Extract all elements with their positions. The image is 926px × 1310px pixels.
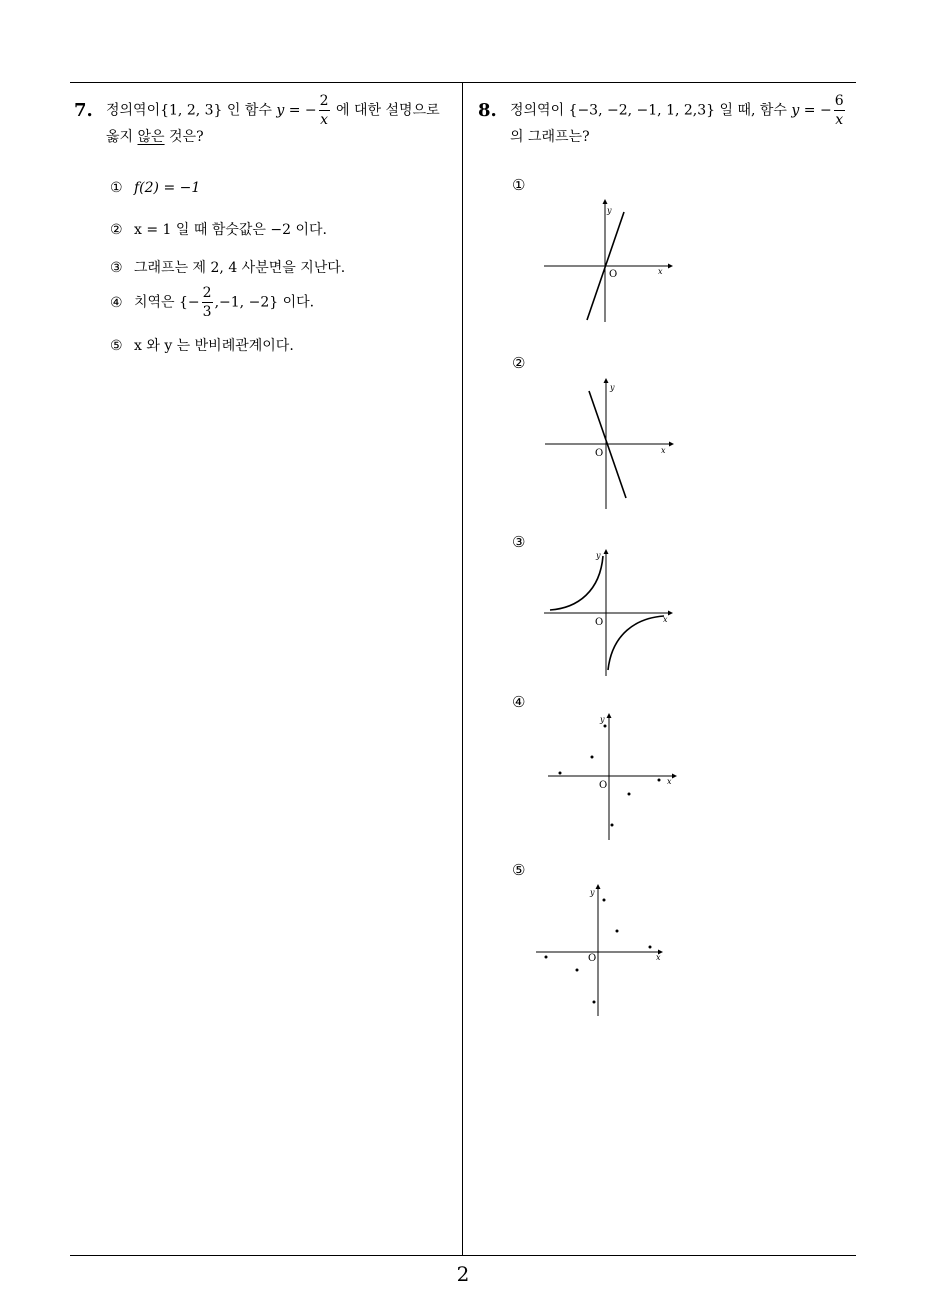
y-axis-arrow (604, 549, 609, 554)
q7-func-lhs: y = − (276, 102, 317, 119)
q7-option-2-text: x = 1 일 때 함숫값은 −2 이다. (134, 222, 327, 238)
x-axis-arrow (668, 611, 673, 616)
y-axis-arrow (607, 713, 612, 718)
q7-fraction (319, 94, 330, 127)
y-label: y (600, 715, 605, 724)
q8-option-2-graph (541, 377, 671, 511)
q7-option-4-frac-den: 3 (202, 304, 212, 320)
question-8-stem-line1 (510, 94, 847, 127)
q7-option-1-text: f(2) = −1 (134, 180, 201, 196)
point (604, 725, 607, 728)
question-7-number: 7. (74, 100, 93, 121)
q7-option-3-text: 그래프는 제 2, 4 사분면을 지난다. (134, 260, 346, 276)
q7-option-4-post: ,−1, −2} 이다. (214, 294, 315, 311)
top-rule (70, 82, 856, 83)
q7-option-3[interactable] (110, 257, 345, 277)
q8-option-4-graph (544, 710, 678, 844)
x-label: x (661, 446, 666, 455)
q7-frac-num: 2 (319, 93, 329, 109)
q8-option-4-mark[interactable]: ④ (512, 693, 526, 711)
bottom-rule (70, 1255, 856, 1256)
point (559, 772, 562, 775)
q8-option-2-mark[interactable]: ② (512, 354, 526, 372)
x-label: x (656, 953, 661, 962)
origin-label: O (595, 448, 604, 459)
q7-text-e: 것은? (169, 129, 204, 145)
y-label: y (610, 383, 615, 392)
point (593, 1001, 596, 1004)
point (628, 793, 631, 796)
y-axis-arrow (603, 199, 608, 204)
q7-option-4-mark: ④ (110, 294, 123, 311)
q8-frac-den: x (835, 112, 844, 128)
q7-frac-den: x (320, 112, 329, 128)
q7-option-3-mark: ③ (110, 260, 123, 276)
curve-quadrant-4 (608, 616, 664, 670)
question-8-number: 8. (478, 100, 497, 121)
q7-text-d: 옳지 (106, 129, 134, 145)
column-divider (462, 82, 463, 1256)
q8-option-1-graph (540, 198, 670, 324)
q7-option-5[interactable] (110, 335, 294, 355)
x-axis-arrow (668, 264, 673, 269)
point (649, 946, 652, 949)
x-axis-arrow (672, 774, 677, 779)
page-number: 2 (456, 1262, 470, 1286)
q8-func-lhs: y = − (791, 102, 832, 119)
q7-underlined-word: 않은 (137, 129, 165, 145)
q7-text-b: 인 함수 (226, 102, 272, 119)
origin-label: O (588, 953, 597, 964)
q7-option-5-mark: ⑤ (110, 338, 123, 354)
question-7-stem-line1 (106, 94, 440, 127)
q7-option-4-pre: 치역은 {− (134, 294, 200, 311)
x-axis-arrow (669, 442, 674, 447)
q7-option-1[interactable] (110, 180, 200, 196)
point (611, 824, 614, 827)
y-axis-arrow (596, 884, 601, 889)
point (658, 779, 661, 782)
curve-quadrant-2 (550, 556, 603, 610)
q8-frac-num: 6 (834, 93, 844, 109)
q8-option-5-mark[interactable]: ⑤ (512, 861, 526, 879)
question-8-stem-line2: 의 그래프는? (510, 129, 590, 145)
point (603, 899, 606, 902)
q8-option-1-mark[interactable]: ① (512, 176, 526, 194)
q8-option-5-graph (534, 880, 668, 1020)
q7-option-2[interactable] (110, 219, 327, 239)
y-label: y (596, 551, 601, 560)
y-label: y (590, 888, 595, 897)
q7-option-4-frac-num: 2 (202, 285, 212, 301)
q7-text-c: 에 대한 설명으로 (336, 102, 440, 119)
q8-option-3-graph (540, 546, 674, 680)
x-label: x (663, 615, 668, 624)
point (576, 969, 579, 972)
q8-fraction (834, 94, 845, 127)
y-label: y (607, 206, 612, 215)
x-label: x (667, 777, 672, 786)
origin-label: O (609, 269, 618, 280)
q7-domain-set: {1, 2, 3} (160, 102, 223, 119)
origin-label: O (595, 617, 604, 628)
point (616, 930, 619, 933)
question-7-stem-line2 (106, 128, 204, 146)
q7-option-4[interactable] (110, 286, 314, 319)
q8-text-a: 정의역이 {−3, −2, −1, 1, 2,3} 일 때, 함수 (510, 102, 787, 119)
q7-option-2-mark: ② (110, 222, 123, 238)
q7-option-5-text: x 와 y 는 반비례관계이다. (134, 338, 294, 354)
point (545, 956, 548, 959)
q7-text-a: 정의역이 (106, 102, 161, 119)
q8-option-3-mark[interactable]: ③ (512, 533, 526, 551)
q7-option-1-mark: ① (110, 180, 123, 196)
q7-option-4-fraction (202, 286, 213, 319)
point (591, 756, 594, 759)
origin-label: O (599, 780, 608, 791)
x-label: x (658, 267, 663, 276)
y-axis-arrow (604, 378, 609, 383)
